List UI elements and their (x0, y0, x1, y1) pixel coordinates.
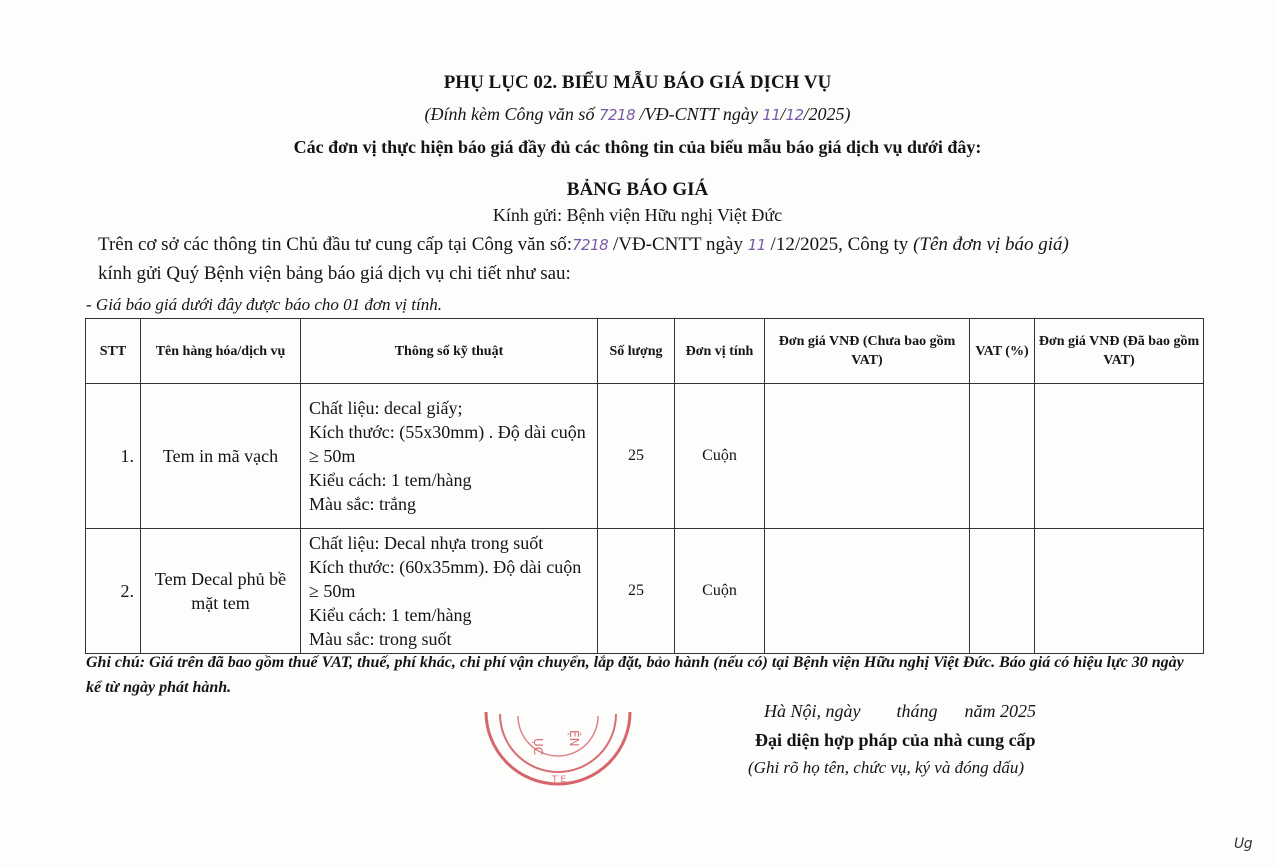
intro-line-2: kính gửi Quý Bệnh viện bảng báo giá dịch vụ chi tiết như sau: (98, 263, 571, 284)
cell-name: Tem in mã vạch (141, 384, 301, 529)
spec-line: Màu sắc: trắng (309, 494, 416, 514)
table-row (86, 384, 1204, 529)
table-header-row (86, 319, 1204, 384)
header-vat: VAT (%) (970, 319, 1035, 384)
cell-stt: 2. (86, 529, 141, 654)
cell-vat[interactable] (970, 384, 1035, 529)
handwritten-intro-day: 11 (747, 236, 766, 254)
spec-line: Màu sắc: trong suốt (309, 629, 452, 649)
cell-price-ex-vat[interactable] (765, 529, 970, 654)
cell-qty: 25 (598, 529, 675, 654)
intro-part-3: /12/2025, Công ty (765, 234, 914, 255)
table-row (86, 529, 1204, 654)
quote-title: BẢNG BÁO GIÁ (566, 179, 709, 200)
handwritten-doc-number: 7218 (598, 106, 636, 124)
spec-line: Kiểu cách: 1 tem/hàng (309, 605, 472, 625)
footer-note: Ghi chú: Giá trên đã bao gồm thuế VAT, thuế, phí khác, chi phí vận chuyển, lắp đặt, bảo hành (nếu có) tại Bệnh viện Hữu nghị Việt Đức. Báo giá có hiệu lực 30 ngày kể từ ngày phát hành. (86, 654, 1184, 696)
document-subtitle: (Đính kèm Công văn số 7218 /VĐ-CNTT ngày 11/12/2025) (424, 104, 851, 124)
spec-line: Chất liệu: decal giấy; (309, 398, 463, 418)
header-name: Tên hàng hóa/dịch vụ (141, 319, 301, 384)
svg-text:ỤC: ỤC (531, 738, 545, 756)
company-placeholder: (Tên đơn vị báo giá) (913, 234, 1069, 255)
svg-text:T E: T E (552, 775, 567, 785)
cell-spec (301, 529, 598, 654)
intro-line-1 (98, 234, 1069, 256)
cell-qty: 25 (598, 384, 675, 529)
header-price-inc-vat: Đơn giá VNĐ (Đã bao gồm VAT) (1035, 319, 1204, 384)
subtitle-prefix: (Đính kèm Công văn số (424, 104, 595, 124)
cell-unit: Cuộn (675, 529, 765, 654)
spec-line: Kích thước: (60x35mm). Độ dài cuộn ≥ 50m (309, 557, 582, 601)
intro-part-1: Trên cơ sở các thông tin Chủ đầu tư cung cấp tại Công văn số: (98, 234, 573, 255)
header-price-ex-vat: Đơn giá VNĐ (Chưa bao gồm VAT) (765, 319, 970, 384)
spec-line: Chất liệu: Decal nhựa trong suốt (309, 533, 544, 553)
recipient-line: Kính gửi: Bệnh viện Hữu nghị Việt Đức (492, 205, 783, 225)
header-stt: STT (86, 319, 141, 384)
quote-table (85, 318, 1204, 654)
red-seal-stamp-icon (478, 708, 638, 800)
cell-price-inc-vat[interactable] (1035, 384, 1204, 529)
document-title: PHỤ LỤC 02. BIỂU MẪU BÁO GIÁ DỊCH VỤ (443, 72, 832, 93)
spec-line: Kiểu cách: 1 tem/hàng (309, 470, 472, 490)
handwritten-initials: Ug (1234, 836, 1253, 852)
date-line: Hà Nội, ngày tháng năm 2025 (764, 701, 1036, 721)
handwritten-day: 11 (762, 106, 781, 124)
instruction-text: Các đơn vị thực hiện báo giá đầy đủ các thông tin của biểu mẫu báo giá dịch vụ dưới đây: (293, 137, 982, 157)
subtitle-suffix: /2025) (803, 104, 851, 124)
representative-title: Đại diện hợp pháp của nhà cung cấp (755, 730, 1036, 750)
cell-spec (301, 384, 598, 529)
header-spec: Thông số kỹ thuật (301, 319, 598, 384)
header-unit: Đơn vị tính (675, 319, 765, 384)
price-note: - Giá báo giá dưới đây được báo cho 01 đơn vị tính. (86, 295, 442, 314)
spec-line: Kích thước: (55x30mm) . Độ dài cuộn ≥ 50m (309, 422, 586, 466)
cell-stt: 1. (86, 384, 141, 529)
handwritten-intro-doc-number: 7218 (572, 236, 609, 254)
cell-price-ex-vat[interactable] (765, 384, 970, 529)
cell-price-inc-vat[interactable] (1035, 529, 1204, 654)
cell-unit: Cuộn (675, 384, 765, 529)
representative-hint: (Ghi rõ họ tên, chức vụ, ký và đóng dấu) (748, 758, 1025, 777)
subtitle-mid: /VĐ-CNTT ngày (639, 104, 758, 124)
intro-part-2: /VĐ-CNTT ngày (608, 234, 748, 255)
svg-text:ỆN: ỆN (567, 730, 581, 747)
cell-vat[interactable] (970, 529, 1035, 654)
header-qty: Số lượng (598, 319, 675, 384)
cell-name: Tem Decal phủ bề mặt tem (141, 529, 301, 654)
handwritten-month: 12 (785, 106, 804, 124)
